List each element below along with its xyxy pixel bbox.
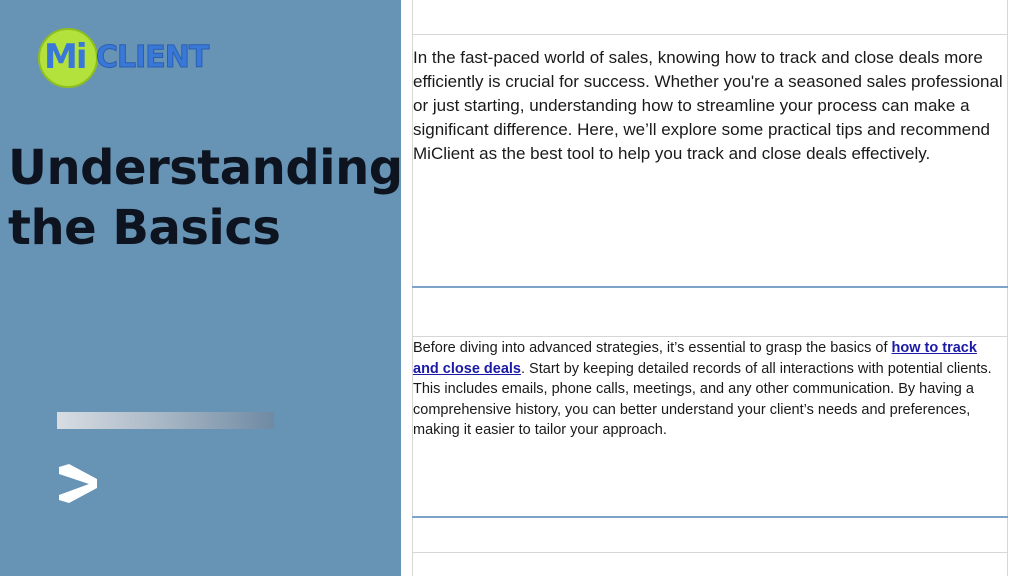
divider — [412, 34, 1008, 35]
logo-mi-text: Mi — [44, 37, 86, 77]
track-close-deals-link[interactable]: how to track and close deals — [413, 340, 977, 377]
miclient-logo — [38, 28, 228, 88]
section-divider — [412, 516, 1008, 518]
logo-client-text: CLIENT — [96, 40, 209, 75]
section-divider — [412, 286, 1008, 288]
basics-paragraph — [413, 338, 1005, 441]
right-border — [1007, 0, 1008, 576]
title-line-1: Understanding — [8, 140, 403, 196]
chevron-right-icon — [56, 462, 100, 506]
paragraph-text-before: Before diving into advanced strategies, it’s essential to grasp the basics of — [413, 340, 892, 356]
divider — [412, 552, 1008, 553]
divider — [412, 336, 1008, 337]
left-panel — [0, 0, 401, 576]
title-line-2: the Basics — [8, 200, 281, 256]
page-title — [8, 138, 403, 258]
paragraph-text-after: . Start by keeping detailed records of all interactions with potential clients. This includes emails, phone calls, meetings, and any other communication. By having a comprehensive history, you can better understand your client’s needs and preferences, making it easier to tailor your approach. — [413, 360, 992, 438]
decorative-gradient-bar — [57, 412, 274, 429]
intro-paragraph: In the fast-paced world of sales, knowing how to track and close deals more efficiently is crucial for success. Whether you're a seasoned sales professional or just starting, understanding how to streamline your process can make a significant difference. Here, we’ll explore some practical tips and recommend MiClient as the best tool to help you track and close deals effectively. — [413, 48, 1003, 163]
